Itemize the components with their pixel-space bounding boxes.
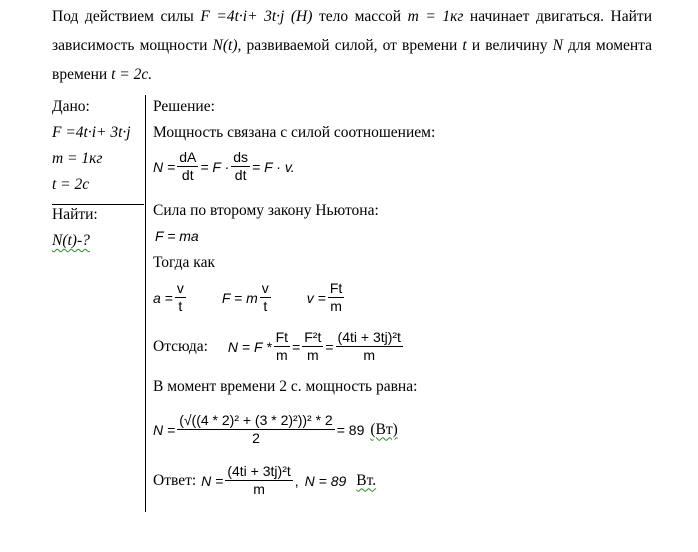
given-force: F =4t·i+ 3t·j xyxy=(52,124,131,141)
solution-title: Решение: xyxy=(153,98,215,115)
given-time: t = 2с xyxy=(52,176,90,193)
fraction-v-t: $\frac{v}{t}$ xyxy=(176,280,184,314)
since-text: Тогда как xyxy=(153,254,215,271)
fraction-F2t-m: $\frac{\text{F²t}}{m}$ xyxy=(304,329,322,363)
moment-text: В момент времени 2 с. мощность равна: xyxy=(153,378,418,395)
newton-text: Сила по второму закону Ньютона: xyxy=(153,202,379,219)
mass-expression: m = 1кг xyxy=(407,8,464,25)
find-value: N(t)-? xyxy=(52,232,90,249)
given-find-divider xyxy=(52,204,144,205)
problem-line-3: времени t = 2с. xyxy=(52,66,153,83)
power-equation: N = $\frac{dA}{dt}$ = F · $\frac{ds}{dt}$ = F · v. xyxy=(153,149,295,183)
problem-statement xyxy=(52,2,652,89)
force-expression: F =4t·i+ 3t·j (Н) xyxy=(200,8,313,25)
answer: Ответ: N = $\frac{\text{(4ti + 3tj)²t}}{m}$ , N = 89 Вт. xyxy=(153,463,377,497)
fraction-v-t-2: v t xyxy=(261,280,269,314)
fraction-Ft-m: $\frac{Ft}{m}$ xyxy=(329,280,343,314)
problem-line-1: Под действием силы F =4t·i+ 3t·j (Н) тело массой m = 1кг начинает двигаться. Найти xyxy=(52,8,652,25)
find-label: Найти: xyxy=(52,206,98,223)
fraction-dA-dt: $\frac{dA}{dt}$ xyxy=(179,149,197,183)
kinematics-equations: a = $\frac{v}{t}$ F = m v t v = $\frac{Ft}{m}$ xyxy=(153,280,343,314)
given-mass: m = 1кг xyxy=(52,150,103,167)
fraction-power-value: $\frac{\text{(√((4 * 2)² + (3 * 2)²))² * 2}}{2}$ xyxy=(179,412,333,446)
power-value-equation: N = $\frac{\text{(√((4 * 2)² + (3 * 2)²))² * 2}}{2}$ = 89 (Вт) xyxy=(153,412,398,446)
newton-equation: F = ma xyxy=(155,228,199,244)
problem-line-2: зависимость мощности N(t), развиваемой силой, от времени t и величину N для момента xyxy=(52,37,653,54)
power-relation-text: Мощность связана с силой соотношением: xyxy=(153,124,436,141)
hence-equation: Отсюда: N = F * $\frac{Ft}{m}$ = $\frac{\text{F²t}}{m}$ = $\frac{\text{(4ti + 3tj)²t}}{m}$ xyxy=(153,329,401,363)
fraction-answer: $\frac{\text{(4ti + 3tj)²t}}{m}$ xyxy=(227,463,291,497)
fraction-vector-m: $\frac{\text{(4ti + 3tj)²t}}{m}$ xyxy=(337,329,401,363)
given-label: Дано: xyxy=(52,98,90,115)
fraction-ds-dt: $\frac{ds}{dt}$ xyxy=(233,149,249,183)
vertical-divider xyxy=(145,95,146,512)
fraction-Ft-m-a: $\frac{Ft}{m}$ xyxy=(275,329,289,363)
